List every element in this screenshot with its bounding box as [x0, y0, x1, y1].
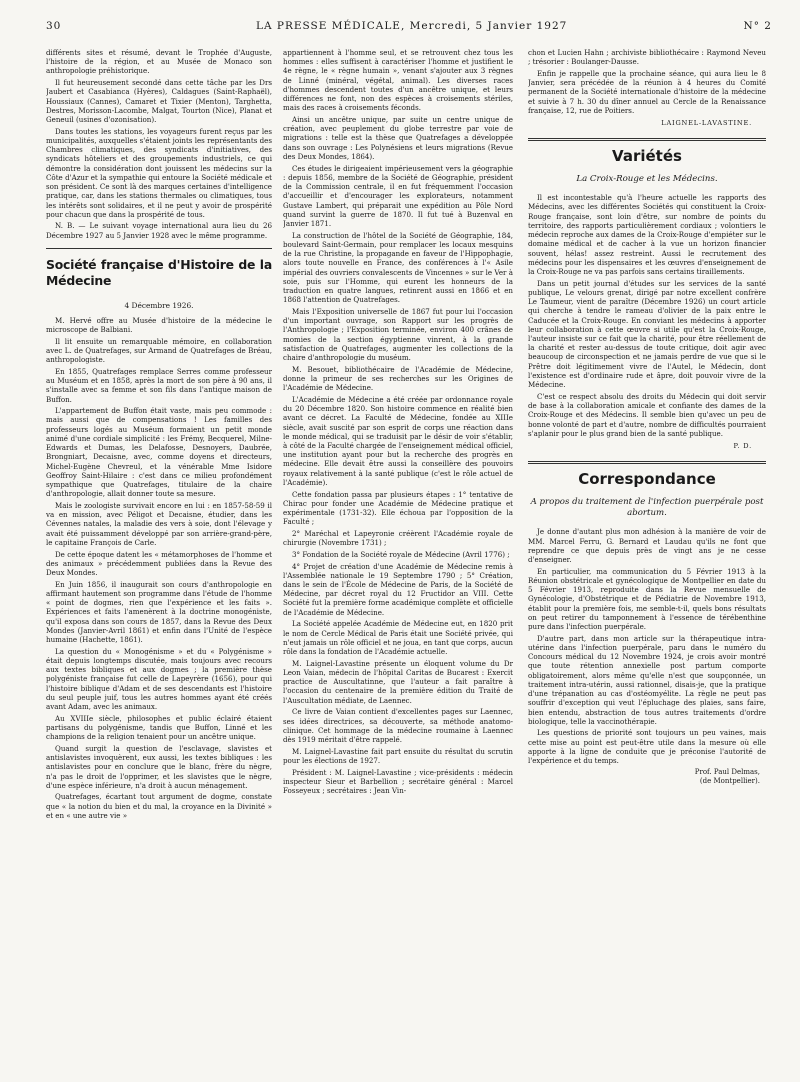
- section-date: 4 Décembre 1926.: [124, 301, 194, 311]
- paragraph: N. B. — Le suivant voyage international aura lieu du 26 Décembre 1927 au 5 Janvier 1928 avec le même programme.: [46, 221, 272, 240]
- paragraph: La question du « Monogénisme » et du « Polygénisme » était depuis longtemps discutée, mais toujours avec recours aux textes bibliques et aux dogmes ; la première thèse polygéniste française fut celle de Lapeyrère (1656), pour qui l'histoire biblique d'Adam et de ses descendants est l'histoire du seul peuple juif, tous les autres hommes ayant été créés avant Adam, avec les animaux.: [46, 646, 272, 711]
- signature: LAIGNEL-LAVASTINE.: [661, 119, 752, 128]
- divider: [528, 461, 766, 464]
- paragraph: Je donne d'autant plus mon adhésion à la manière de voir de MM. Marcel Ferru, G. Bernard et Laudau qu'ils ne font que reprendre ce que depuis près de vingt ans je ne cesse d'enseigner.: [528, 527, 766, 565]
- paragraph: Mais le zoologiste survivait encore en lui : en 1857-58-59 il va en mission, avec Péligot et Decaisne, étudier, dans les Cévennes natales, la maladie des vers à soie, dont l'élevage y avait été puissamment développé par son arrière-grand-père, le capitaine François de Carle.: [46, 500, 272, 547]
- section-title: Société française d'Histoire de la Médecine: [46, 256, 272, 288]
- paragraph: Au XVIIIe siècle, philosophes et public éclairé étaient partisans du polygénisme, tandis que Buffon, Linné et les champions de la religion tenaient pour un ancêtre unique.: [46, 713, 272, 742]
- page-header: [46, 20, 772, 38]
- divider: [528, 138, 766, 141]
- paragraph: En 1855, Quatrefages remplace Serres comme professeur au Muséum et en 1858, après la mort de son père à 90 ans, il s'installe avec sa femme et son fils dans l'antique maison de Buffon.: [46, 366, 272, 404]
- divider: [46, 248, 272, 249]
- paragraph: M. Laignel-Lavastine présente un éloquent volume du Dr Leon Vaian, médecin de l'hôpital Caritas de Bucarest : Exercit practice de Auscultatinne, que l'auteur a fait paraître à l'occasion du centenaire de la première édition du Traité de l'Auscultation médiate, de Laennec.: [283, 658, 513, 705]
- paragraph: Quatrefages, écartant tout argument de dogme, constate que « la notion du bien et du mal, la croyance en la Divinité » et en « une autre vie »: [46, 792, 272, 820]
- paragraph: Cette fondation passa par plusieurs étapes : 1° tentative de Chirac pour fonder une Académie de Médecine pratique et expérimentale (1731-32). Elle échoua par l'opposition de la Faculté ;: [283, 489, 513, 527]
- issue-number: N° 2: [743, 20, 772, 32]
- paragraph: Quand surgit la question de l'esclavage, slavistes et antislavistes invoquèrent, eux aussi, les textes bibliques : les antislavistes pour en conclure que le blanc, frère du nègre, n'a pas le droit de l'opprimer, et les slavistes que le nègre, d'une espèce inférieure, n'a droit à aucun ménagement.: [46, 743, 272, 790]
- paragraph: L'appartement de Buffon était vaste, mais peu commode : mais aussi que de compensations ! Les familles des professeurs logés au Muséum formaient un petit monde animé d'une cordiale simplicité : les Frémy, Becquerel, Milne-Edwards et Dumas, les Delafosse, Desnoyers, Daubrée, Brongniart, Decaisne, avec, comme doyens et directeurs, Michel-Eugène Chevreul, et la vénérable Mme Isidore Geoffroy Saint-Hilaire : c'est dans ce milieu profondément sympathique que Quatrefages, titulaire de la chaire d'anthropologie, allait donner toute sa mesure.: [46, 406, 272, 499]
- author-location: (de Montpellier).: [699, 776, 760, 785]
- correspondance-subtitle: A propos du traitement de l'infection puerpérale post abortum.: [530, 497, 764, 519]
- paragraph: Ainsi un ancêtre unique, par suite un centre unique de création, avec peuplement du globe terrestre par voie de migrations : telle est la thèse que Quatrefages a développée dans son ouvrage : Les Polynésiens et leurs migrations (Revue des Deux Mondes, 1864).: [283, 115, 513, 161]
- journal-title: LA PRESSE MÉDICALE, Mercredi, 5 Janvier 1927: [256, 20, 568, 32]
- column-3: [528, 48, 766, 1068]
- column-1: [46, 48, 272, 1068]
- paragraph: La construction de l'hôtel de la Société de Géographie, 184, boulevard Saint-Germain, pour remplacer les locaux mesquins de la rue Christine, la propagande en faveur de l'Hippophagie, alors toute nouvelle en France, des conférences à l'« Asile impérial des ouvriers convalescents de Vincennes » sur le Ver à soie, puis sur l'Homme, qui eurent les honneurs de la traduction en quatre langues, retinrent aussi en 1866 et en 1868 l'attention de Quatrefages.: [283, 230, 513, 305]
- paragraph: Dans un petit journal d'études sur les services de la santé publique, Le velours grenat, dirigé par notre excellent confrère Le Taumeur, vient de paraître (Décembre 1926) un court article qui cherche à tendre le rameau d'olivier de la paix entre le Caducée et la Croix-Rouge. En conviant les médecins à apporter leur collaboration à cette œuvre si utile qu'est la Croix-Rouge, l'auteur insiste sur ce fait que la charité, pour être réellement de la charité et rester au-dessus de toute critique, doit agir avec beaucoup de circonspection et ne jamais perdre de vue que si le Prêtre doit légitimement vivre de l'Autel, le Médecin, dont l'existence est d'ordinaire rude et âpre, doit pouvoir vivre de la Médecine.: [528, 278, 766, 390]
- paragraph: Les questions de priorité sont toujours un peu vaines, mais cette mise au point est peut-être utile dans la mesure où elle apporte à la ligne de conduite que je préconise l'autorité de l'expérience et du temps.: [528, 728, 766, 766]
- signature: P. D.: [733, 441, 752, 450]
- paragraph: 2° Maréchal et Lapeyronie créèrent l'Académie royale de chirurgie (Novembre 1731) ;: [283, 528, 513, 548]
- varietes-title: Variétés: [612, 146, 682, 165]
- column-2: [283, 48, 513, 1068]
- paragraph: L'Académie de Médecine a été créée par ordonnance royale du 20 Décembre 1820. Son histoire commence en réalité bien avant ce décret. La Faculté de Médecine, fondée au XIIIe siècle, avait suscité par son esprit de corps une réaction dans le monde médical, qui se traduisit par le désir de voir s'établir, à côté de la Faculté chargée de l'enseignement médical officiel, une institution ayant pour but la recherche des progrès en médecine. Elle devait être aussi la conseillère des pouvoirs royaux relativement à la santé publique (c'est le rôle actuel de l'Académie).: [283, 394, 513, 487]
- page-number: 30: [46, 20, 62, 32]
- paragraph: 4° Projet de création d'une Académie de Médecine remis à l'Assemblée nationale le 19 Septembre 1790 ; 5° Création, dans le sein de l'École de Médecine de Paris, de la Société de Médecine, par décret royal du 12 Fructidor an VIII. Cette Société fut la première forme académique complète et officielle de l'Académie de Médecine.: [283, 561, 513, 617]
- paragraph: La Société appelée Académie de Médecine eut, en 1820 prit le nom de Cercle Médical de Paris était une Société privée, qui n'eut jamais un rôle officiel et ne joua, en tant que corps, aucun rôle dans la fondation de l'Académie actuelle.: [283, 619, 513, 657]
- paragraph: chon et Lucien Hahn ; archiviste bibliothécaire : Raymond Neveu ; trésorier : Boulanger-Dausse.: [528, 48, 766, 67]
- paragraph: différents sites et résumé, devant le Trophée d'Auguste, l'histoire de la région, et au Musée de Monaco son anthropologie préhistorique.: [46, 48, 272, 76]
- paragraph: Mais l'Exposition universelle de 1867 fut pour lui l'occasion d'un important ouvrage, son Rapport sur les progrès de l'Anthropologie ; l'Exposition terminée, environ 400 crânes de momies de la section égyptienne vinrent, à la grande satisfaction de Quatrefages, augmenter les collections de la chaire d'anthropologie du muséum.: [283, 306, 513, 362]
- paragraph: C'est ce respect absolu des droits du Médecin qui doit servir de base à la collaboration amicale et confiante des dames de la Croix-Rouge et des Médecins. Il semble bien qu'avec un peu de bonne volonté de part et d'autre, nombre de difficultés pourraient s'aplanir pour le plus grand bien de la santé publique.: [528, 391, 766, 438]
- paragraph: appartiennent à l'homme seul, et se retrouvent chez tous les hommes : elles suffisent à caractériser l'homme et justifient le 4e règne, le « règne humain », venant s'ajouter aux 3 règnes de Linné (minéral, végétal, animal). Les diverses races d'hommes descendent toutes d'un ancêtre unique, et leurs différences ne font, non des espèces à croisements stériles, mais des races à croisements féconds.: [283, 48, 513, 113]
- paragraph: M. Besouet, bibliothécaire de l'Académie de Médecine, donne la primeur de ses recherches sur les Origines de l'Académie de Médecine.: [283, 364, 513, 393]
- paragraph: Il lit ensuite un remarquable mémoire, en collaboration avec L. de Quatrefages, sur Armand de Quatrefages de Bréau, anthropologiste.: [46, 336, 272, 365]
- paragraph: M. Hervé offre au Musée d'histoire de la médecine le microscope de Balbiani.: [46, 315, 272, 334]
- correspondance-title: Correspondance: [578, 469, 716, 488]
- paragraph: En Juin 1856, il inaugurait son cours d'anthropologie en affirmant hautement son programme dans l'étude de l'homme « point de dogmes, rien que l'expérience et les faits ». Expériences et faits l'amenèrent à la doctrine monogéniste, qu'il exposa dans son cours de 1857, dans la Revue des Deux Mondes (Janvier-Avril 1861) et enfin dans l'Unité de l'espèce humaine (Hachette, 1861).: [46, 579, 272, 644]
- paragraph: De cette époque datent les « métamorphoses de l'homme et des animaux » précédemment publiées dans la Revue des Deux Mondes.: [46, 549, 272, 577]
- varietes-subtitle: La Croix-Rouge et les Médecins.: [576, 174, 718, 185]
- paragraph: Président : M. Laignel-Lavastine ; vice-présidents : médecin inspecteur Sieur et Barbellion ; secrétaire général : Marcel Fosseyeux ; secrétaires : Jean Vin-: [283, 767, 513, 796]
- paragraph: Dans toutes les stations, les voyageurs furent reçus par les municipalités, auxquelles s'étaient joints les représentants des Chambres climatiques, des syndicats d'initiatives, des syndicats hôteliers et des groupements industriels, ce qui démontre la considération dont jouissent les médecins sur la Côte d'Azur et la sympathie qui entoure la Société médicale et son président. Ce sont là des marques certaines d'intelligence pratique, car, dans les stations thermales ou climatiques, tous les intérêts sont solidaires, et il ne peut y avoir de prospérité pour chacun que dans la prospérité de tous.: [46, 126, 272, 219]
- author-signature: Prof. Paul Delmas,: [694, 767, 760, 776]
- paragraph: Ces études le dirigeaient impérieusement vers la géographie : depuis 1856, membre de la Société de Géographie, président de la Commission centrale, il en fut fréquemment l'occasion d'accueillir et d'encourager les explorateurs, notamment Gustave Lambert, qui préparait une expédition au Pôle Nord quand survint la guerre de 1870. Il fut tué à Buzenval en Janvier 1871.: [283, 163, 513, 228]
- paragraph: Ce livre de Vaian contient d'excellentes pages sur Laennec, ses idées directrices, sa découverte, sa méthode anatomo-clinique. Cet hommage de la médecine roumaine à Laennec dès 1919 méritait d'être rappelé.: [283, 707, 513, 745]
- paragraph: Il est incontestable qu'à l'heure actuelle les rapports des Médecins, avec les différentes Sociétés qui constituent la Croix-Rouge française, sont loin d'être, sur nombre de points du territoire, des rapports particulièrement cordiaux ; volontiers le médecin reproche aux dames de la Croix-Rouge d'empiéter sur le domaine médical et de cacher à la vue un horizon financier souvent, hélas! assez restreint. Aussi le recrutement des médecins pour les dispensaires et les œuvres d'enseignement de la Croix-Rouge ne va pas parfois sans certains tiraillements.: [528, 193, 766, 277]
- paragraph: En particulier, ma communication du 5 Février 1913 à la Réunion obstétricale et gynécologique de Montpellier en date du 5 Février 1913, reproduite dans la Revue mensuelle de Gynécologie, d'Obstétrique et de Pédiatrie de Novembre 1913, établit pour la première fois, me semble-t-il, quels bons résultats on peut retirer du tamponnement à l'essence de térébenthine pure dans l'infection puerpérale.: [528, 566, 766, 632]
- paragraph: Enfin je rappelle que la prochaine séance, qui aura lieu le 8 Janvier, sera précédée de la réunion à 4 heures du Comité permanent de la Société internationale d'histoire de la médecine et suivie à 7 h. 30 du dîner annuel au Cercle de la Renaissance française, 12, rue de Poitiers.: [528, 68, 766, 115]
- paragraph: M. Laignel-Lavastine fait part ensuite du résultat du scrutin pour les élections de 1927.: [283, 746, 513, 765]
- paragraph: 3° Fondation de la Société royale de Médecine (Avril 1776) ;: [292, 549, 510, 559]
- paragraph: D'autre part, dans mon article sur la thérapeutique intra-utérine dans l'infection puerpérale, paru dans le numéro du Concours médical du 12 Novembre 1924, je crois avoir montré que toute rétention annexielle post partum comporte obligatoirement, alors même qu'elle n'est que soupçonnée, un traitement intra-utérin, aussi rationnel, disais-je, que la pratique d'une trépanation au cas d'ostéomyélite. La règle ne peut pas souffrir d'exception qui veut l'épluchage des plaies, sans faire, bien entendu, abstraction de tous autres traitements d'ordre biologique, telle la vaccinothérapie.: [528, 633, 766, 726]
- paragraph: Il fut heureusement secondé dans cette tâche par les Drs Jaubert et Casabianca (Hyères), Caldagues (Saint-Raphaël), Houssiaux (Cannes), Camaret et Tixier (Menton), Targhetta, Destres, Morisson-Lacombe, Malgat, Tourton (Nice), Planat et Geneuil (usines d'ozonisation).: [46, 78, 272, 125]
